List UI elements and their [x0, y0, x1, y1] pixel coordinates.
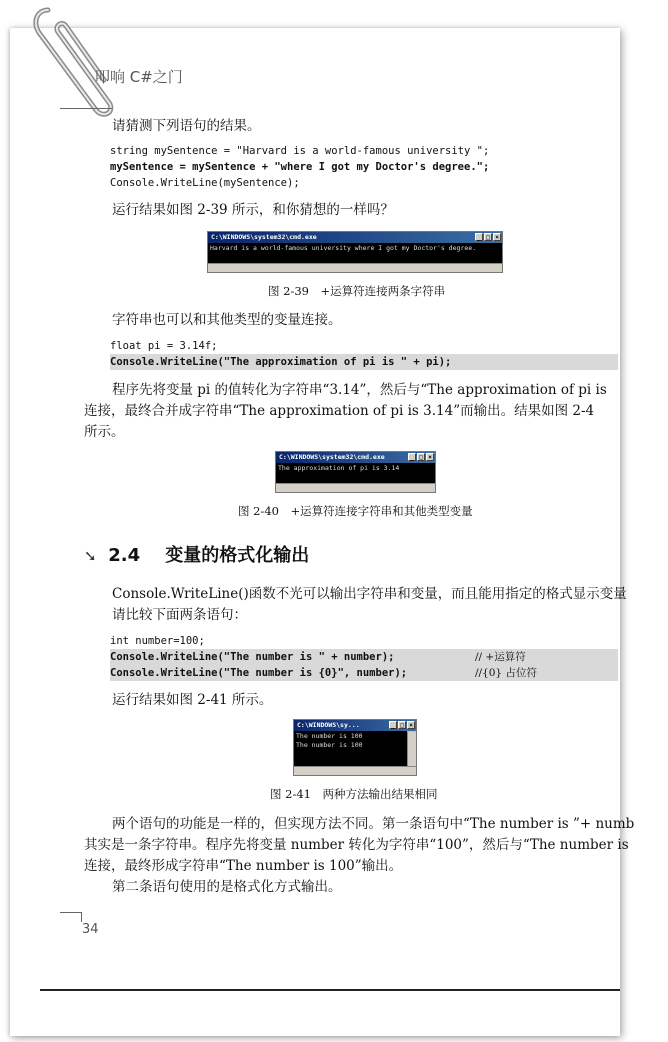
code-comment: //{0} 占位符	[475, 667, 537, 679]
code-line: Console.WriteLine(mySentence);	[110, 177, 300, 189]
minimize-button[interactable]: _	[475, 233, 483, 241]
console-title: C:\WINDOWS\system32\cmd.exe	[279, 453, 385, 461]
paragraph-4-line-3: 所示。	[84, 424, 125, 440]
console-window-2-39	[207, 231, 503, 273]
maximize-button[interactable]: □	[417, 453, 425, 461]
figure-caption: 图 2-41 两种方法输出结果相同	[270, 787, 438, 801]
console-title-bar	[294, 720, 416, 731]
paragraph-5-line-2: 请比较下面两条语句：	[112, 607, 247, 623]
console-window-2-41	[293, 719, 417, 776]
running-title: 叩响 C#之门	[95, 68, 183, 86]
paperclip-icon	[18, 2, 118, 122]
horizontal-scrollbar[interactable]	[208, 263, 502, 272]
page-number: 34	[82, 922, 99, 937]
close-button[interactable]: ×	[493, 233, 501, 241]
minimize-button[interactable]: _	[389, 721, 397, 729]
paragraph-3: 字符串也可以和其他类型的变量连接。	[112, 312, 342, 328]
paragraph-7-line-1: 两个语句的功能是一样的，但实现方法不同。第一条语句中“The number is ”+ numb	[112, 816, 635, 832]
console-title: C:\WINDOWS\sy...	[297, 721, 360, 729]
minimize-button[interactable]: _	[408, 453, 416, 461]
console-title-bar	[276, 452, 435, 463]
maximize-button[interactable]: □	[484, 233, 492, 241]
arrow-icon: ➘	[84, 547, 97, 565]
paragraph-5-line-1: Console.WriteLine()函数不光可以输出字符串和变量，而且能用指定的格式显示变量	[112, 586, 627, 602]
header-rule	[60, 108, 112, 109]
code-line: int number=100;	[110, 635, 205, 647]
console-window-2-40	[275, 451, 436, 493]
console-title: C:\WINDOWS\system32\cmd.exe	[211, 233, 317, 241]
horizontal-scrollbar[interactable]	[276, 483, 435, 492]
console-title-bar	[208, 232, 502, 243]
console-output: Harvard is a world-famous university where I got my Doctor's degree.	[208, 243, 502, 263]
paragraph-1: 请猜测下列语句的结果。	[112, 118, 261, 134]
close-button[interactable]: ×	[426, 453, 434, 461]
code-line: Console.WriteLine("The approximation of pi is " + pi);	[110, 354, 618, 370]
code-line: float pi = 3.14f;	[110, 340, 218, 352]
code-line: Console.WriteLine("The number is {0}", number); //{0} 占位符	[110, 665, 618, 681]
maximize-button[interactable]: □	[398, 721, 406, 729]
section-heading	[84, 541, 309, 567]
paragraph-2: 运行结果如图 2-39 所示，和你猜想的一样吗？	[112, 202, 394, 218]
paragraph-4-line-2: 连接，最终合并成字符串“The approximation of pi is 3.14”而输出。结果如图 2-4	[84, 403, 595, 419]
footer-rule	[81, 912, 82, 922]
figure-caption: 图 2-40 +运算符连接字符串和其他类型变量	[238, 504, 473, 518]
paragraph-7-line-3: 连接，最终形成字符串“The number is 100”输出。	[84, 858, 403, 874]
code-line: string mySentence = "Harvard is a world-famous university ";	[110, 145, 490, 157]
code-line: mySentence = mySentence + "where I got my Doctor's degree.";	[110, 161, 490, 173]
figure-caption: 图 2-39 +运算符连接两条字符串	[268, 284, 446, 298]
paragraph-7-line-4: 第二条语句使用的是格式化方式输出。	[112, 879, 342, 895]
vertical-scrollbar[interactable]	[407, 732, 416, 766]
horizontal-scrollbar[interactable]	[294, 766, 416, 775]
footer-rule	[60, 912, 82, 913]
code-line: Console.WriteLine("The number is " + number); // +运算符	[110, 649, 618, 665]
code-comment: // +运算符	[475, 651, 526, 663]
paragraph-4-line-1: 程序先将变量 pi 的值转化为字符串“3.14”，然后与“The approximation of pi is	[112, 382, 607, 398]
section-title: 变量的格式化输出	[165, 545, 310, 566]
section-number: 2.4	[108, 545, 141, 566]
console-output: The approximation of pi is 3.14	[276, 463, 435, 483]
bottom-rule	[40, 989, 620, 991]
close-button[interactable]: ×	[407, 721, 415, 729]
paragraph-7-line-2: 其实是一条字符串。程序先将变量 number 转化为字符串“100”，然后与“The number is	[84, 837, 629, 853]
console-output: The number is 100 The number is 100	[294, 731, 407, 766]
paragraph-6: 运行结果如图 2-41 所示。	[112, 692, 273, 708]
